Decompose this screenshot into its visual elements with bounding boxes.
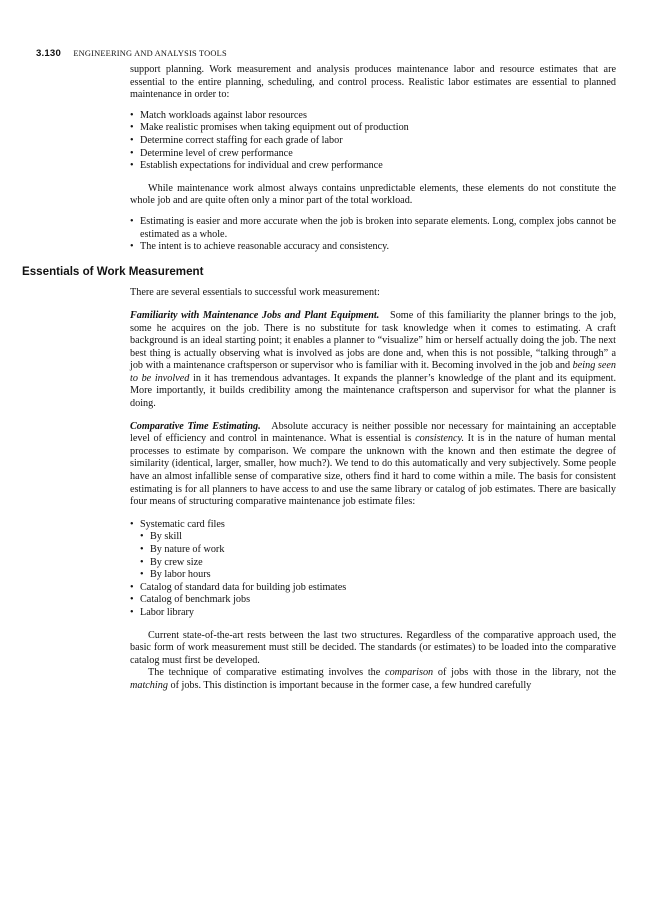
closing-paragraph-2 [130, 667, 616, 692]
sub-list-item: • By labor hours [140, 569, 616, 582]
intro-paragraph: support planning. Work measurement and analysis produces maintenance labor and resource estimates that are essential to the entire planning, scheduling, and control process. Realistic labor estimates are essential to planned maintenance in order to: [130, 64, 616, 101]
comparative-heading: Comparative Time Estimating. [130, 420, 261, 432]
familiarity-paragraph [130, 310, 616, 411]
running-title: ENGINEERING AND ANALYSIS TOOLS [73, 49, 227, 58]
section-heading: Essentials of Work Measurement [22, 264, 204, 278]
list-item: • The intent is to achieve reasonable accuracy and consistency. [130, 241, 616, 254]
estimating-bullet-list [130, 216, 616, 254]
closing-emphasis-2: matching [130, 679, 168, 691]
closing-text-a: The technique of comparative estimating involves the [148, 667, 381, 679]
unpredictable-paragraph: While maintenance work almost always contains unpredictable elements, these elements do not constitute the whole job and are quite often only a minor part of the total workload. [130, 182, 616, 207]
comparative-text-1: Absolute accuracy is neither possible nor necessary for maintaining an acceptable level of efficiency and control in maintenance. What is essential is [130, 420, 617, 445]
running-head [36, 48, 227, 59]
section-lead: There are several essentials to successful work measurement: [130, 287, 380, 299]
comparative-text-2: It is in the nature of human mental processes to estimate by comparison. We compare the unknown with the known and then estimate the degree of similarity (identical, larger, smaller, how much?). We tend to do this automatically and very subjectively. Some people have an almost infallible sense of comparative size, others find it hard to come within a mile. The basis for consistent estimating is for all planners to have access to and use the same library or catalog of job estimates. There are basically four means of structuring comparative maintenance job estimate files: [130, 433, 617, 508]
list-item: • Match workloads against labor resources [130, 110, 616, 123]
list-item: • Determine level of crew performance [130, 148, 616, 161]
sub-list-item: • By crew size [140, 557, 616, 570]
list-item: • Determine correct staffing for each grade of labor [130, 135, 616, 148]
list-item: • Establish expectations for individual and crew performance [130, 160, 616, 173]
page-body [22, 64, 617, 693]
closing-text-b: of jobs with those in the library, not the [437, 667, 616, 679]
list-item [130, 519, 616, 582]
intro-bullet-list [130, 110, 616, 173]
structures-bullet-list [130, 519, 616, 620]
closing-emphasis-1: comparison [385, 667, 434, 679]
familiarity-emphasis: being seen to be involved [130, 360, 616, 384]
familiarity-heading: Familiarity with Maintenance Jobs and Plant Equipment. [130, 309, 380, 321]
sub-list-item: • By nature of work [140, 544, 616, 557]
card-file-sub-list [140, 531, 616, 581]
list-item: • Catalog of standard data for building job estimates [130, 582, 616, 595]
comparative-emphasis: consistency. [415, 433, 465, 445]
closing-paragraph-1: Current state-of-the-art rests between the last two structures. Regardless of the comparative approach used, the basic form of work measurement must still be decided. The standards (or estimates) to be loaded into the comparative catalog must first be developed. [130, 629, 616, 666]
list-item: • Labor library [130, 607, 616, 620]
closing-text-c: of jobs. This distinction is important because in the former case, a few hundred carefully [170, 679, 532, 691]
page-number: 3.130 [36, 48, 62, 59]
familiarity-text-1: Some of this familiarity the planner brings to the job, some he acquires on the job. There is no substitute for task knowledge when it comes to estimating. A craft background is an ideal starting point; it enables a planner to “visualize” him or herself actually doing the job. The next best thing is actually observing what is involved as jobs are done and, when this is not possible, “talking through” a job with a maintenance craftsperson or supervisor who is familiar with it. Becoming involved in the job and [130, 309, 617, 372]
structure-label: Systematic card files [140, 518, 225, 530]
comparative-paragraph [130, 421, 616, 509]
list-item: • Catalog of benchmark jobs [130, 594, 616, 607]
familiarity-text-2: in it has tremendous advantages. It expands the planner’s knowledge of the plant and its equipment. More importantly, it builds credibility among the maintenance craftsperson and supervisor for what the planner is doing. [130, 372, 616, 410]
list-item: • Estimating is easier and more accurate when the job is broken into separate elements. Long, complex jobs cannot be estimated as a whole. [130, 216, 616, 241]
list-item: • Make realistic promises when taking equipment out of production [130, 122, 616, 135]
sub-list-item: • By skill [140, 531, 616, 544]
